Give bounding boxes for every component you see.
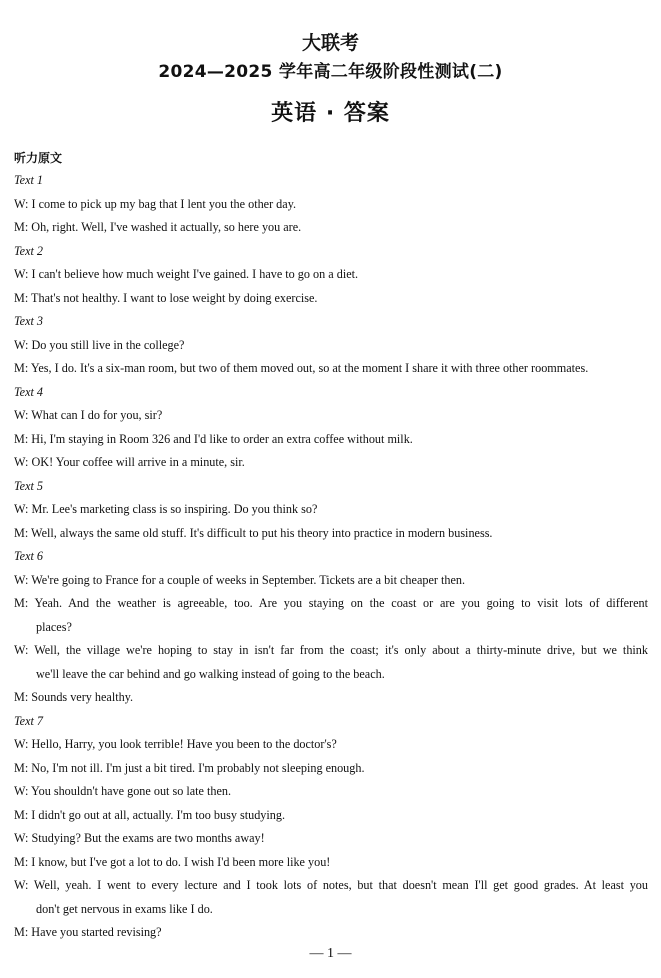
dialogue-line: M: Oh, right. Well, I've washed it actually, so here you are. [14, 220, 302, 234]
dialogue-line: W: Do you still live in the college? [14, 337, 185, 352]
dialogue-line: W: Well, yeah. I went to every lecture and I took lots of notes, but that doesn't mean I'll get good grades. At least you [14, 878, 648, 892]
dialogue-line: W: I come to pick up my bag that I lent you the other day. [14, 196, 297, 211]
text-heading: Text 4 [14, 384, 44, 399]
dialogue-line: M: Have you started revising? [14, 925, 162, 939]
subject-title: 英语 · 答案 [271, 101, 390, 126]
dialogue-line: M: Well, always the same old stuff. It's difficult to put his theory into practice in modern business. [14, 525, 493, 540]
text-heading: Text 2 [14, 243, 44, 258]
text-heading: Text 6 [14, 549, 44, 563]
dialogue-line: M: Yeah. And the weather is agreeable, too. Are you staying on the coast or are you going to visit lots of different [14, 596, 648, 610]
dialogue-line: W: You shouldn't have gone out so late then. [14, 784, 232, 798]
section-title: 听力原文 [14, 151, 63, 165]
transcript-body [14, 169, 648, 945]
dialogue-line: M: Hi, I'm staying in Room 326 and I'd like to order an extra coffee without milk. [14, 431, 413, 446]
text-heading: Text 5 [14, 478, 44, 493]
dialogue-line: M: Sounds very healthy. [14, 690, 134, 704]
publisher-title: 大联考 [301, 32, 359, 54]
dialogue-line: W: What can I do for you, sir? [14, 408, 163, 422]
exam-title: 2024—2025 学年高二年级阶段性测试(二) [158, 62, 503, 82]
text-heading: Text 7 [14, 713, 44, 728]
dialogue-line: places? [36, 619, 72, 634]
text-heading: Text 1 [14, 173, 44, 187]
dialogue-line: don't get nervous in exams like I do. [36, 901, 213, 916]
dialogue-line: W: Studying? But the exams are two months away! [14, 831, 265, 845]
dialogue-line: W: Mr. Lee's marketing class is so inspiring. Do you think so? [14, 502, 318, 516]
dialogue-line: M: No, I'm not ill. I'm just a bit tired. I'm probably not sleeping enough. [14, 760, 365, 775]
dialogue-line: W: We're going to France for a couple of weeks in September. Tickets are a bit cheaper then. [14, 572, 465, 587]
text-heading: Text 3 [14, 314, 44, 328]
dialogue-line: W: I can't believe how much weight I've gained. I have to go on a diet. [14, 267, 359, 281]
dialogue-line: M: That's not healthy. I want to lose weight by doing exercise. [14, 290, 318, 305]
dialogue-line: M: I know, but I've got a lot to do. I wish I'd been more like you! [14, 854, 331, 869]
page-number: — 1 — [309, 946, 352, 961]
dialogue-line: we'll leave the car behind and go walking instead of going to the beach. [36, 666, 385, 681]
dialogue-line: W: Well, the village we're hoping to stay in isn't far from the coast; it's only about a thirty-minute drive, but we think [14, 643, 648, 657]
dialogue-line: M: Yes, I do. It's a six-man room, but two of them moved out, so at the moment I share it with three other roommates. [14, 361, 589, 375]
dialogue-line: M: I didn't go out at all, actually. I'm too busy studying. [14, 807, 286, 822]
dialogue-line: W: OK! Your coffee will arrive in a minute, sir. [14, 455, 245, 469]
dialogue-line: W: Hello, Harry, you look terrible! Have you been to the doctor's? [14, 737, 337, 751]
